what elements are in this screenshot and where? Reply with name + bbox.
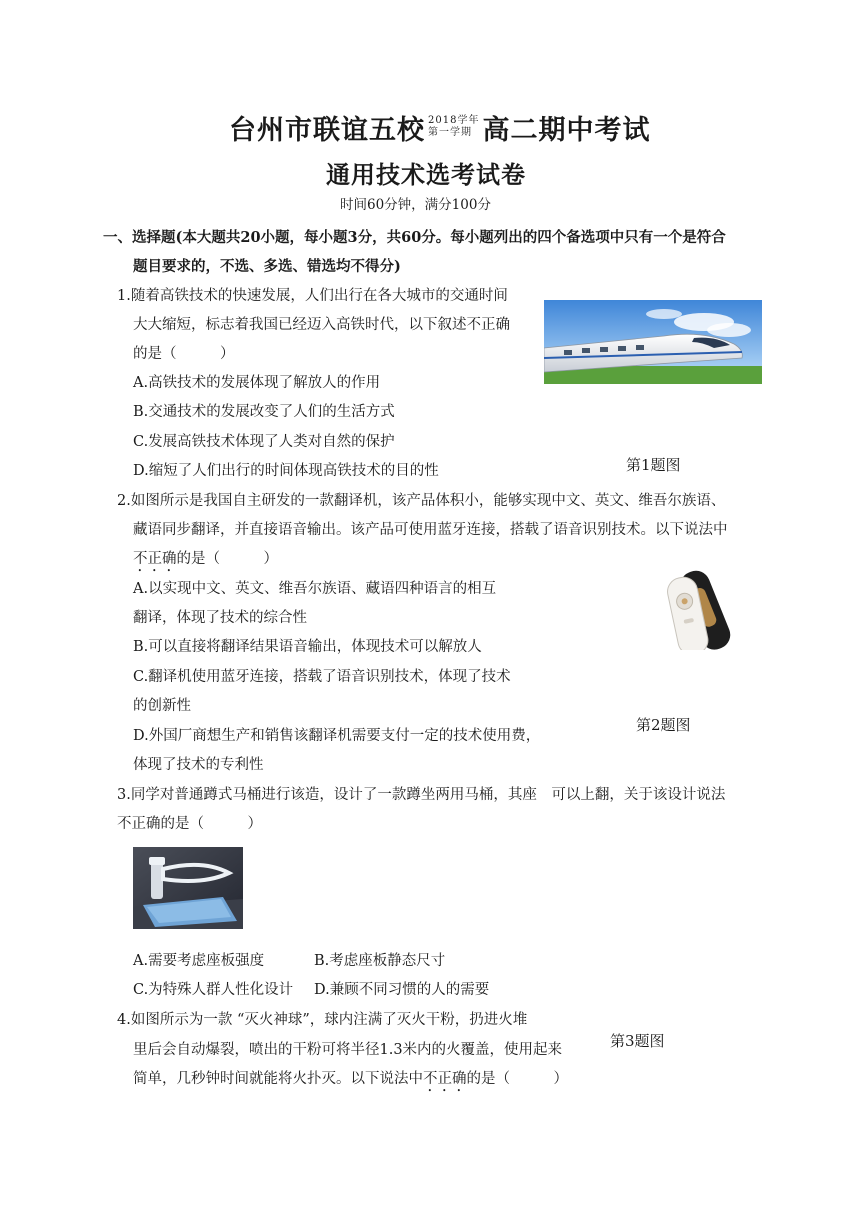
q2-caption: 第2题图 <box>636 716 691 734</box>
section-heading-line1: 一、选择题(本大题共20小题，每小题3分，共60分。每小题列出的四个备选项中只有一个是符合 <box>103 229 726 246</box>
q2-line1: 2.如图所示是我国自主研发的一款翻译机，该产品体积小，能够实现中文、英文、维吾尔族语、 <box>117 493 726 509</box>
q2-option-c1: C.翻译机使用蓝牙连接，搭载了语音识别技术，体现了技术 <box>133 669 511 685</box>
q2-option-a2: 翻译，体现了技术的综合性 <box>133 610 307 626</box>
q2-option-d2: 体现了技术的专利性 <box>133 757 264 773</box>
q2-emphasis: 不正确 <box>133 551 177 567</box>
q1-caption: 第1题图 <box>626 456 681 474</box>
q1-line2: 大大缩短，标志着我国已经迈入高铁时代，以下叙述不正确 <box>133 317 510 333</box>
title-superscript <box>428 115 479 139</box>
q1-train-image <box>544 300 762 384</box>
q3-option-b: B.考虑座板静态尺寸 <box>314 953 446 969</box>
section-heading-line2: 题目要求的，不选、多选、错选均不得分) <box>133 258 401 275</box>
q4-line1: 4.如图所示为一款 “灭火神球”，球内注满了灭火干粉，扔进火堆 <box>117 1012 528 1028</box>
q2-translator-image <box>662 570 744 650</box>
page-subtitle: 通用技术选考试卷 <box>326 160 526 189</box>
q4-line2: 里后会自动爆裂，喷出的干粉可将半径1.3米内的火覆盖，使用起来 <box>133 1042 563 1058</box>
title-right: 高二期中考试 <box>482 115 651 146</box>
q4-line3-post: 的是（ ） <box>466 1071 568 1087</box>
q1-line3: 的是（ ） <box>133 346 235 362</box>
q1-option-a: A.高铁技术的发展体现了解放人的作用 <box>133 375 381 391</box>
page-title <box>229 108 650 147</box>
time-info: 时间60分钟，满分100分 <box>340 197 491 213</box>
q2-line2: 藏语同步翻译，并直接语音输出。该产品可使用蓝牙连接，搭载了语音识别技术。以下说法中 <box>133 522 728 538</box>
q3-caption: 第3题图 <box>610 1032 665 1050</box>
q1-line1: 1.随着高铁技术的快速发展，人们出行在各大城市的交通时间 <box>117 288 508 304</box>
q2-line3-rest: 的是（ ） <box>176 551 278 567</box>
title-sup-top: 2018学年 <box>428 115 480 126</box>
q1-option-b: B.交通技术的发展改变了人们的生活方式 <box>133 404 395 420</box>
q3-option-a: A.需要考虑座板强度 <box>133 953 265 969</box>
q4-line3-pre: 简单，几秒钟时间就能将火扑灭。以下说法中 <box>133 1071 423 1087</box>
title-sup-bottom: 第一学期 <box>428 127 472 138</box>
q3-option-d: D.兼顾不同习惯的人的需要 <box>314 982 490 998</box>
q2-line3 <box>133 547 278 575</box>
q2-option-c2: 的创新性 <box>133 698 191 714</box>
q2-option-d1: D.外国厂商想生产和销售该翻译机需要支付一定的技术使用费， <box>133 728 541 744</box>
title-left: 台州市联谊五校 <box>229 115 425 146</box>
q4-line3 <box>133 1067 568 1095</box>
q1-option-c: C.发展高铁技术体现了人类对自然的保护 <box>133 434 395 450</box>
q3-toilet-image <box>133 847 243 929</box>
q2-option-a1: A.以实现中文、英文、维吾尔族语、藏语四种语言的相互 <box>133 581 497 597</box>
q3-line1: 3.同学对普通蹲式马桶进行该造，设计了一款蹲坐两用马桶，其座 可以上翻，关于该设计说法 <box>117 787 726 803</box>
q2-option-b: B.可以直接将翻译结果语音输出，体现技术可以解放人 <box>133 639 482 655</box>
q1-option-d: D.缩短了人们出行的时间体现高铁技术的目的性 <box>133 463 439 479</box>
q3-option-c: C.为特殊人群人性化设计 <box>133 982 294 998</box>
q3-line2: 不正确的是（ ） <box>117 816 262 832</box>
q4-emphasis: 不正确 <box>423 1071 467 1087</box>
